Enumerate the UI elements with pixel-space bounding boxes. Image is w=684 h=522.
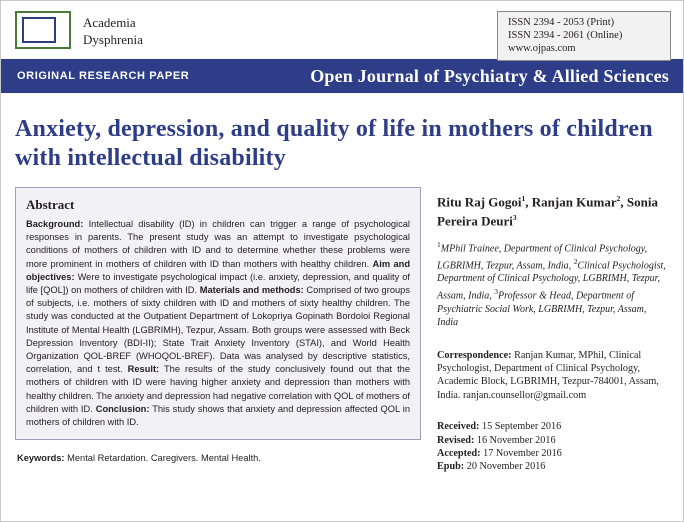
date-revised-value: 16 November 2016 [476,434,556,446]
date-received [437,420,669,433]
journal-brand [15,11,143,51]
date-accepted [437,447,669,460]
masthead [1,1,683,59]
abstract-box [15,187,421,440]
date-epub-value: 20 November 2016 [466,461,546,473]
page-title: Anxiety, depression, and quality of life in mothers of children with intellectual disability [15,116,653,171]
date-revised [437,434,669,447]
date-received-label: Received: [437,421,480,433]
publication-dates [437,420,669,474]
abstract-heading: Abstract [26,197,75,212]
brand-line-2: Dysphrenia [83,32,143,47]
issn-box [497,11,671,61]
journal-website[interactable]: www.ojpas.com [508,43,576,54]
academia-dysphrenia-logo-icon [15,11,73,51]
author-column [437,187,669,474]
journal-banner [1,59,683,93]
correspondence-block: Correspondence: Ranjan Kumar, MPhil, Clinical Psychologist, Department of Clinical Psychology, Academic Block, LGBRIMH, Tezpur-784001, Assam, India. ranjan.counsellor@gmail.com [437,349,659,401]
author-affiliations: $^1$MPhil Trainee, Department of Clinical Psychology, LGBRIMH, Tezpur, Assam, India, $^2$Clinical Psychologist, Department of Clinical Psychology, LGBRIMH, Tezpur, Assam, India, $^3$Professor & Head, Department of Psychiatric Social Work, LGBRIMH, Tezpur, Assam, India [437,239,666,328]
abstract-text: Background: Intellectual disability (ID) in children can trigger a range of psychological responses in parents. The present study was an attempt to investigate psychological conditions of mothers of children with ID and to determine whether these problems were more prominent in mothers of children with ID than mothers with healthy children. Aim and objectives: Were to investigate psychological impact (i.e. anxiety, depression, and quality of life [QOL]) on mothers of children with ID. Materials and methods: Comprised of two groups of subjects, i.e. mothers of sixty children with ID and mothers of sixty healthy children. The study was conducted at the Outpatient Department of Lokopriya Gopinath Bordoloi Regional Institute of Mental Health (LGBRIMH), Tezpur, Assam. Both groups were assessed with Beck Depression Inventory (BDI-II); State Trait Anxiety Inventory (STAI), and World Health Organization QOL-BREF (WHOQOL-BREF). Data was analysed by descriptive statistics, correlation, and t test. Result: The results of the study conclusively found out that the mothers of children with ID were having higher anxiety and depression than mothers with healthy children. The anxiety and depression had negative correlation with QOL of mothers of children with ID. Conclusion: This study shows that anxiety and depression affected QOL in mothers of children with ID. [26,219,411,428]
paper-type-label: ORIGINAL RESEARCH PAPER [17,70,190,82]
issn-print: ISSN 2394 - 2053 (Print) [508,17,615,28]
keywords-label: Keywords: [17,453,65,464]
date-epub [437,460,669,473]
issn-online: ISSN 2394 - 2061 (Online) [508,30,623,41]
date-accepted-value: 17 November 2016 [483,448,562,460]
date-received-value: 15 September 2016 [481,421,562,433]
article-body [1,181,683,474]
date-epub-label: Epub: [437,461,465,473]
author-names: Ritu Raj Gogoi$^1$, Ranjan Kumar$^2$, Sonia Pereira Deuri$^3$ [437,194,658,229]
keywords-value: Mental Retardation. Caregivers. Mental Health. [67,453,261,464]
abstract-column [15,187,421,474]
date-revised-label: Revised: [437,434,475,446]
keywords [15,440,421,465]
brand-line-1: Academia [83,15,136,30]
brand-name [83,14,143,48]
date-accepted-label: Accepted: [437,448,481,460]
journal-title: Open Journal of Psychiatry & Allied Sciences [310,65,669,86]
